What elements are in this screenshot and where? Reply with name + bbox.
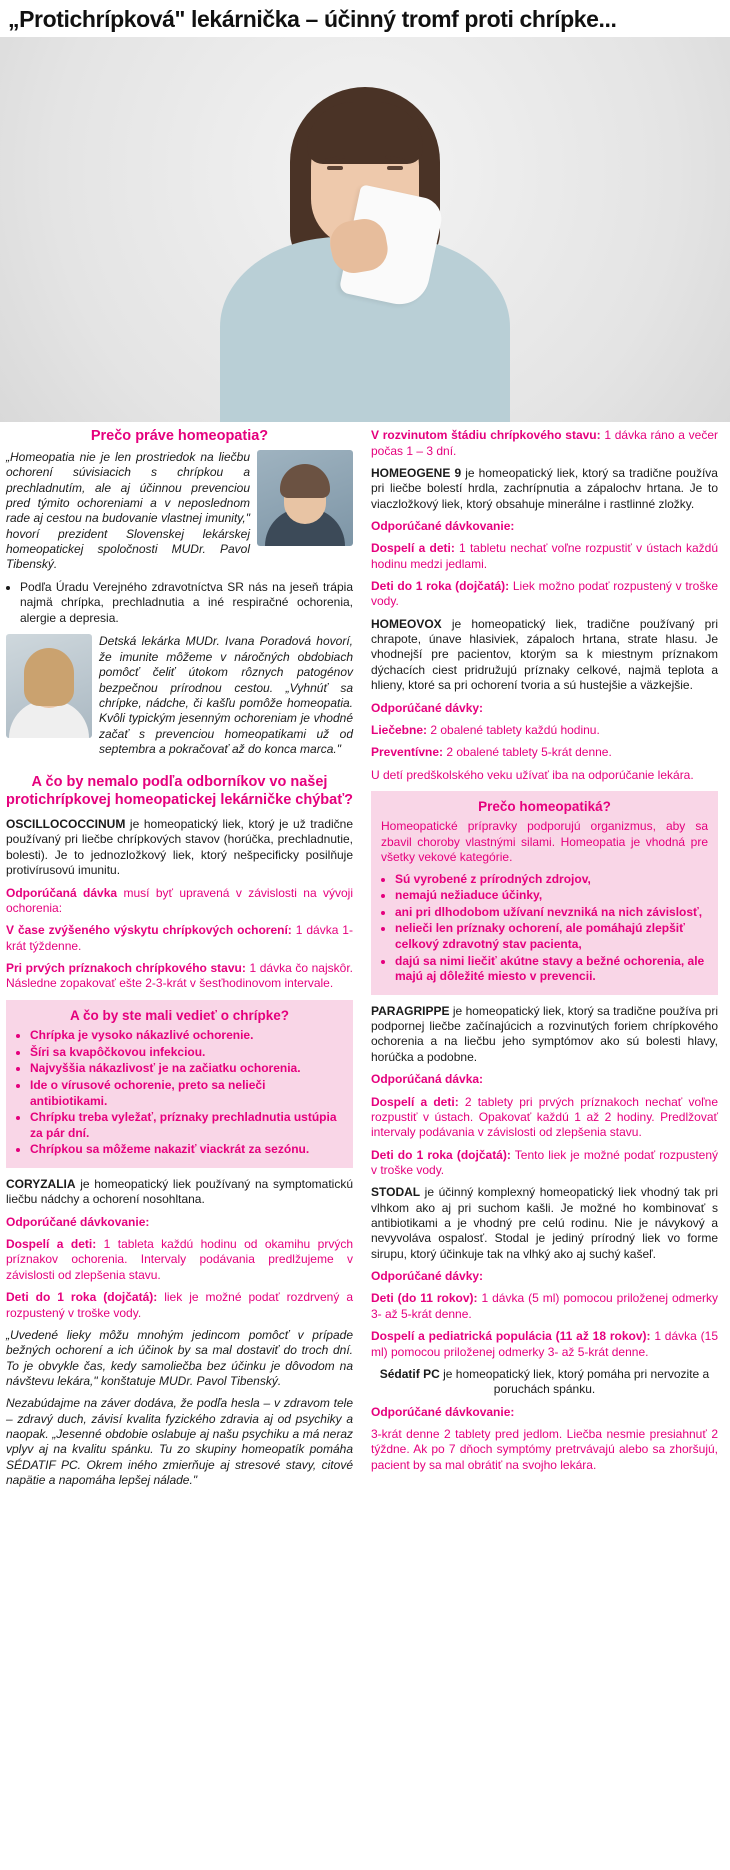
dose-case-label: Deti (do 11 rokov): [371,1291,478,1306]
portrait-pavol-tibensky [257,450,353,546]
dose-case-text: 1 tabletu nechať voľne rozpustiť v ústach každú hodinu medzi jedlami. [371,541,719,571]
dose-case-label: Preventívne: [371,745,444,760]
dose-case-text: liek je možné podať rozdrvený a rozpustený v troške vody. [6,1290,353,1320]
section-title-why-homeopathy: Prečo práve homeopatia? [90,428,269,445]
list-item: • Najvyššia nákazlivosť je na začiatku ochorenia. [30,1061,343,1077]
left-column [6,428,362,1495]
dose-label: Odporúčané dávkovanie: [371,1404,515,1419]
dose-label: Odporúčaná dávka: [371,1072,484,1087]
drug-desc-homeogene-9: je homeopatický liek, ktorý sa tradične používa pri liečbe bolestí hrdla, zachrípnutia a zápalochv hrtana. Je to viaczložkový liek, ktorý obsahuje minerálne i rastlinné zložky. [371,465,718,511]
paragrippe-dose-kids [371,1148,718,1179]
stodal-dose-heading [371,1269,718,1284]
drug-name-oscillococcinum: OSCILLOCOCCINUM [6,817,126,832]
flu-facts-box [6,1000,353,1168]
sedatif-paragraph [371,1367,718,1398]
coryzalia-paragraph [6,1177,353,1208]
dose-label: Odporúčané dávky: [371,1269,484,1284]
dose-case-text: 2 obalené tablety každú hodinu. [427,722,600,737]
hair-front [307,102,423,164]
why-homeopathics-box [371,791,718,995]
portrait-hair [280,464,330,498]
drug-name-homeogene-9: HOMEOGENE 9 [371,465,462,480]
list-item: • Chrípka je vysoko nákazlivé ochorenie. [30,1028,343,1044]
stage-dose-line [371,428,718,459]
dose-case-label: Dospelí a deti: [371,541,455,556]
oscillococcinum-dose-1 [6,923,353,954]
coryzalia-dose-kids [6,1290,353,1321]
stodal-dose-kids [371,1291,718,1322]
homeovox-paragraph [371,617,718,694]
dose-label: Odporúčané dávkovanie: [371,518,515,533]
portrait-hair [24,648,74,706]
dose-label: Odporúčané dávkovanie: [6,1214,150,1229]
homeogene-dose-kids [371,579,718,610]
portrait-ivana-poradova [6,634,92,738]
dose-case-text: 1 dávka čo najskôr. Následne zopakovať ešte 2-3-krát v šesťhodinovom intervale. [6,961,353,991]
dose-label: Odporúčané dávky: [371,700,484,715]
drug-desc-paragrippe: je homeopatický liek, ktorý sa tradične používa pri podpornej liečbe začínajúcich a rozvinutých foriem chrípkového ochorenia a na liečbu jeho symptómov ako sú bolesti hlavy, horúčka a podobne. [371,1003,718,1064]
dose-case-text: 2 obalené tablety 5-krát denne. [443,745,612,760]
page-title: „Protichrípková" lekárnička – účinný tromf proti chrípke... [8,6,617,32]
paragrippe-dose-heading [371,1072,718,1087]
flu-facts-list [16,1028,343,1158]
public-health-bullets [6,580,353,627]
dose-case-text: 1 dávka (15 ml) pomocou priloženej odmerky 3- až 5-krát denne. [371,1329,718,1359]
sedatif-dose-heading [371,1405,718,1420]
stodal-paragraph [371,1185,718,1262]
homeogene-dose-heading [371,519,718,534]
homeogene-dose-adults [371,541,718,572]
list-item: • Ide o vírusové ochorenie, preto sa nelieči antibiotikami. [30,1078,343,1109]
dose-case-label: V čase zvýšeného výskytu chrípkových ochorení: [6,923,292,938]
oscillococcinum-dose-heading [6,886,353,917]
list-item: • Šíri sa kvapôčkovou infekciou. [30,1045,343,1061]
paragrippe-dose-adults [371,1095,718,1141]
dose-case-text: 1 tableta každú hodinu od okamihu prvých príznakov ochorenia. Intervaly podávania predlžujeme v závislosti od zlepšenia stavu. [6,1237,353,1282]
dose-case-label: Dospelí a deti: [6,1237,97,1252]
dose-case-text: Liek možno podať rozpustený v troške vody. [371,579,719,609]
dose-case-label: Dospelí a deti: [371,1094,459,1109]
dose-case-label: Pri prvých príznakoch chrípkového stavu: [6,961,246,975]
article-columns [0,422,730,1505]
quote-tibensky-2: „Uvedené lieky môžu mnohým jedincom pomôcť v prípade bežných ochorení a ich účinok by sa mal dostaviť do troch dní. To je obvykle čas, kedy samoliečba bez účinku je dôvodom na návštevu lekára," konštatuje MUDr. Pavol Tibenský. [6,1327,353,1388]
coryzalia-dose-heading [6,1215,353,1230]
hero-image [0,37,730,422]
why-homeopathics-intro: Homeopatické prípravky podporujú organizmus, aby sa zbavil choroby vlastnými silami. Homeopatia je vhodná pre všetky vekové kategórie. [381,819,708,865]
woman-with-tissue-illustration [215,92,515,422]
drug-name-coryzalia: CORYZALIA [6,1176,76,1191]
paragrippe-paragraph [371,1004,718,1065]
list-item: • ani pri dlhodobom užívaní nevzniká na nich závislosť, [395,905,708,921]
why-homeopathics-title: Prečo homeopatiká? [478,798,611,814]
homeovox-dose-heading [371,701,718,716]
quote-tibensky: „Homeopatia nie je len prostriedok na liečbu ochorení súvisiacich s chrípkou a prechladnutím, ale aj účinnou prevenciou pred týmito ochoreniami a v neposlednom rade aj cestou na budovanie vlastnej imunity," hovorí prezident Slovenskej lekárskej homeopatickej spoločnosti MUDr. Pavol Tibenský. [6,449,250,572]
section-title-what-should-not-miss: A čo by nemalo podľa odborníkov vo našej protichrípkovej homeopatickej lekárničke chýbať? [6,774,354,808]
list-item: • nemajú nežiaduce účinky, [395,888,708,904]
oscillococcinum-dose-2 [6,961,353,992]
dose-label-rest: musí byť upravená v závislosti na vývoji ochorenia: [6,885,353,915]
coryzalia-dose-adults [6,1237,353,1283]
drug-desc-homeovox: je homeopatický liek, tradične používaný pri chrapote, únave hlasiviek, zápaloch hrtana, strate hlasu. Je vhodnejší pre pacientov, ktorým sa k miestnym príznakom dýchacích ciest pridružujú príznaky celkové, najmä teplota a hlieny, ktoré sa pri ochorení tvoria a sú hustejšie a väzkejšie. [371,616,718,693]
homeovox-note: U detí predškolského veku užívať iba na odporúčanie lekára. [371,767,694,782]
dose-case-text: 1 dávka 1-krát týždenne. [6,923,353,953]
dose-case-label: Deti do 1 roka (dojčatá): [6,1290,158,1305]
drug-desc-stodal: je účinný komplexný homeopatický liek vhodný tak pri vlhkom ako aj pri suchom kašli. Je možné ho kombinovať s antibiotikami a je vhodný pre celú rodinu. Nie je návykový a nevyvoláva ospalosť. Stodal je jediný prírodný liek vo forme sirupu, ktorý účinkuje tak na vlhký ako aj suchý kašeľ. [371,1185,718,1261]
list-item: • Chrípkou sa môžeme nakaziť viackrát za sezónu. [30,1142,343,1158]
list-item: • Chrípku treba vyležať, príznaky prechladnutia ustúpia za pár dní. [30,1110,343,1141]
dose-case-label: Dospelí a pediatrická populácia (11 až 18 rokov): [371,1329,651,1344]
dose-label: Odporúčaná dávka [6,885,118,900]
homeogene-paragraph [371,466,718,512]
drug-name-sedatif-pc: Sédatif PC [379,1366,440,1381]
sedatif-dose-text: 3-krát denne 2 tablety pred jedlom. Liečba nesmie presiahnuť 2 týždne. Ak po 7 dňoch symptómy pretrvávajú alebo sa zhoršujú, pacient by sa mal obrátiť na svojho lekára. [371,1426,718,1472]
drug-desc-coryzalia: je homeopatický liek používaný na symptomatickú liečbu nádchy a ochorení nosohltana. [6,1176,353,1207]
dose-case-label: Deti do 1 roka (dojčatá): [371,579,510,594]
stodal-dose-adults [371,1329,718,1360]
dose-case-label: Deti do 1 roka (dojčatá): [371,1147,511,1162]
dose-case-text: 1 dávka (5 ml) pomocou priloženej odmerky 3- až 5-krát denne. [371,1291,718,1321]
list-item: • dajú sa nimi liečiť akútne stavy a bežné ochorenia, ale majú aj dôležité miesto v prevencii. [395,954,708,985]
list-item: • nelieči len príznaky ochorení, ale pomáhajú zlepšiť celkový zdravotný stav pacienta, [395,921,708,952]
dose-case-label: V rozvinutom štádiu chrípkového stavu: [371,428,601,443]
oscillococcinum-paragraph [6,817,353,878]
drug-name-paragrippe: PARAGRIPPE [371,1003,450,1018]
dose-case-text: Tento liek je možné podať rozpustený v troške vody. [371,1147,719,1177]
list-item: • Sú vyrobené z prírodných zdrojov, [395,872,708,888]
drug-desc-oscillococcinum: je homeopatický liek, ktorý je už tradične používaný pri liečbe chrípkových stavov (horúčka, prechladnutie, bolesti). Je to jednozložkový liek, ktorý nešpecificky posilňuje protivírusovú imunitu. [6,817,353,878]
quote-closing: Nezabúdajme na záver dodáva, že podľa hesla – v zdravom tele – zdravý duch, závisí kvalita fyzického zdravia aj od psychiky a naopak. „Jesenné obdobie oslabuje aj našu psychiku a má neraz vplyv aj na kvalitu spánku. Tu zo skupiny homeopatík pomáha SÉDATIF PC. Okrem iného zmierňuje aj stresové stavy, citové napätie a napomáha lepšej nálade." [6,1396,353,1488]
drug-name-stodal: STODAL [371,1185,421,1200]
eye-right [387,166,403,170]
list-item: • Podľa Úradu Verejného zdravotníctva SR nás na jeseň trápia najmä chrípka, prechladnutia a iné respiračné ochorenia, alergie a depresia. [20,580,353,627]
dose-case-text: 1 dávka ráno a večer počas 1 – 3 dní. [371,428,718,458]
dose-case-text: 2 tablety pri prvých príznakoch nechať voľne rozpustiť v ústach. Opakovať každú 1 až 2 hodiny. Predlžovať intervaly podávania v závislosti od zlepšenia stavu. [371,1094,718,1140]
quote-poradova: Detská lekárka MUDr. Ivana Poradová hovorí, že imunite môžeme v náročných obdobiach pomôcť čeliť útokom rôznych patogénov bezpečnou prírodnou cestou. „Vyhnúť sa chrípke, nádche, či kašľu pomôže homeopatia. Kvôli typickým jesenným ochoreniam je vhodné začať s prevenciou homeopatikami už od septembra a pokračovať až do konca marca." [99,634,353,756]
drug-desc-sedatif-pc: je homeopatický liek, ktorý pomáha pri nervozite a poruchách spánku. [439,1366,710,1397]
dose-case-label: Liečebne: [371,722,428,737]
right-column [362,428,718,1495]
why-homeopathics-list [381,872,708,985]
homeovox-dose-prevention [371,745,718,760]
flu-facts-title: A čo by ste mali vedieť o chrípke? [69,1007,290,1023]
drug-name-homeovox: HOMEOVOX [371,616,442,631]
eye-left [327,166,343,170]
homeovox-dose-cure [371,723,718,738]
